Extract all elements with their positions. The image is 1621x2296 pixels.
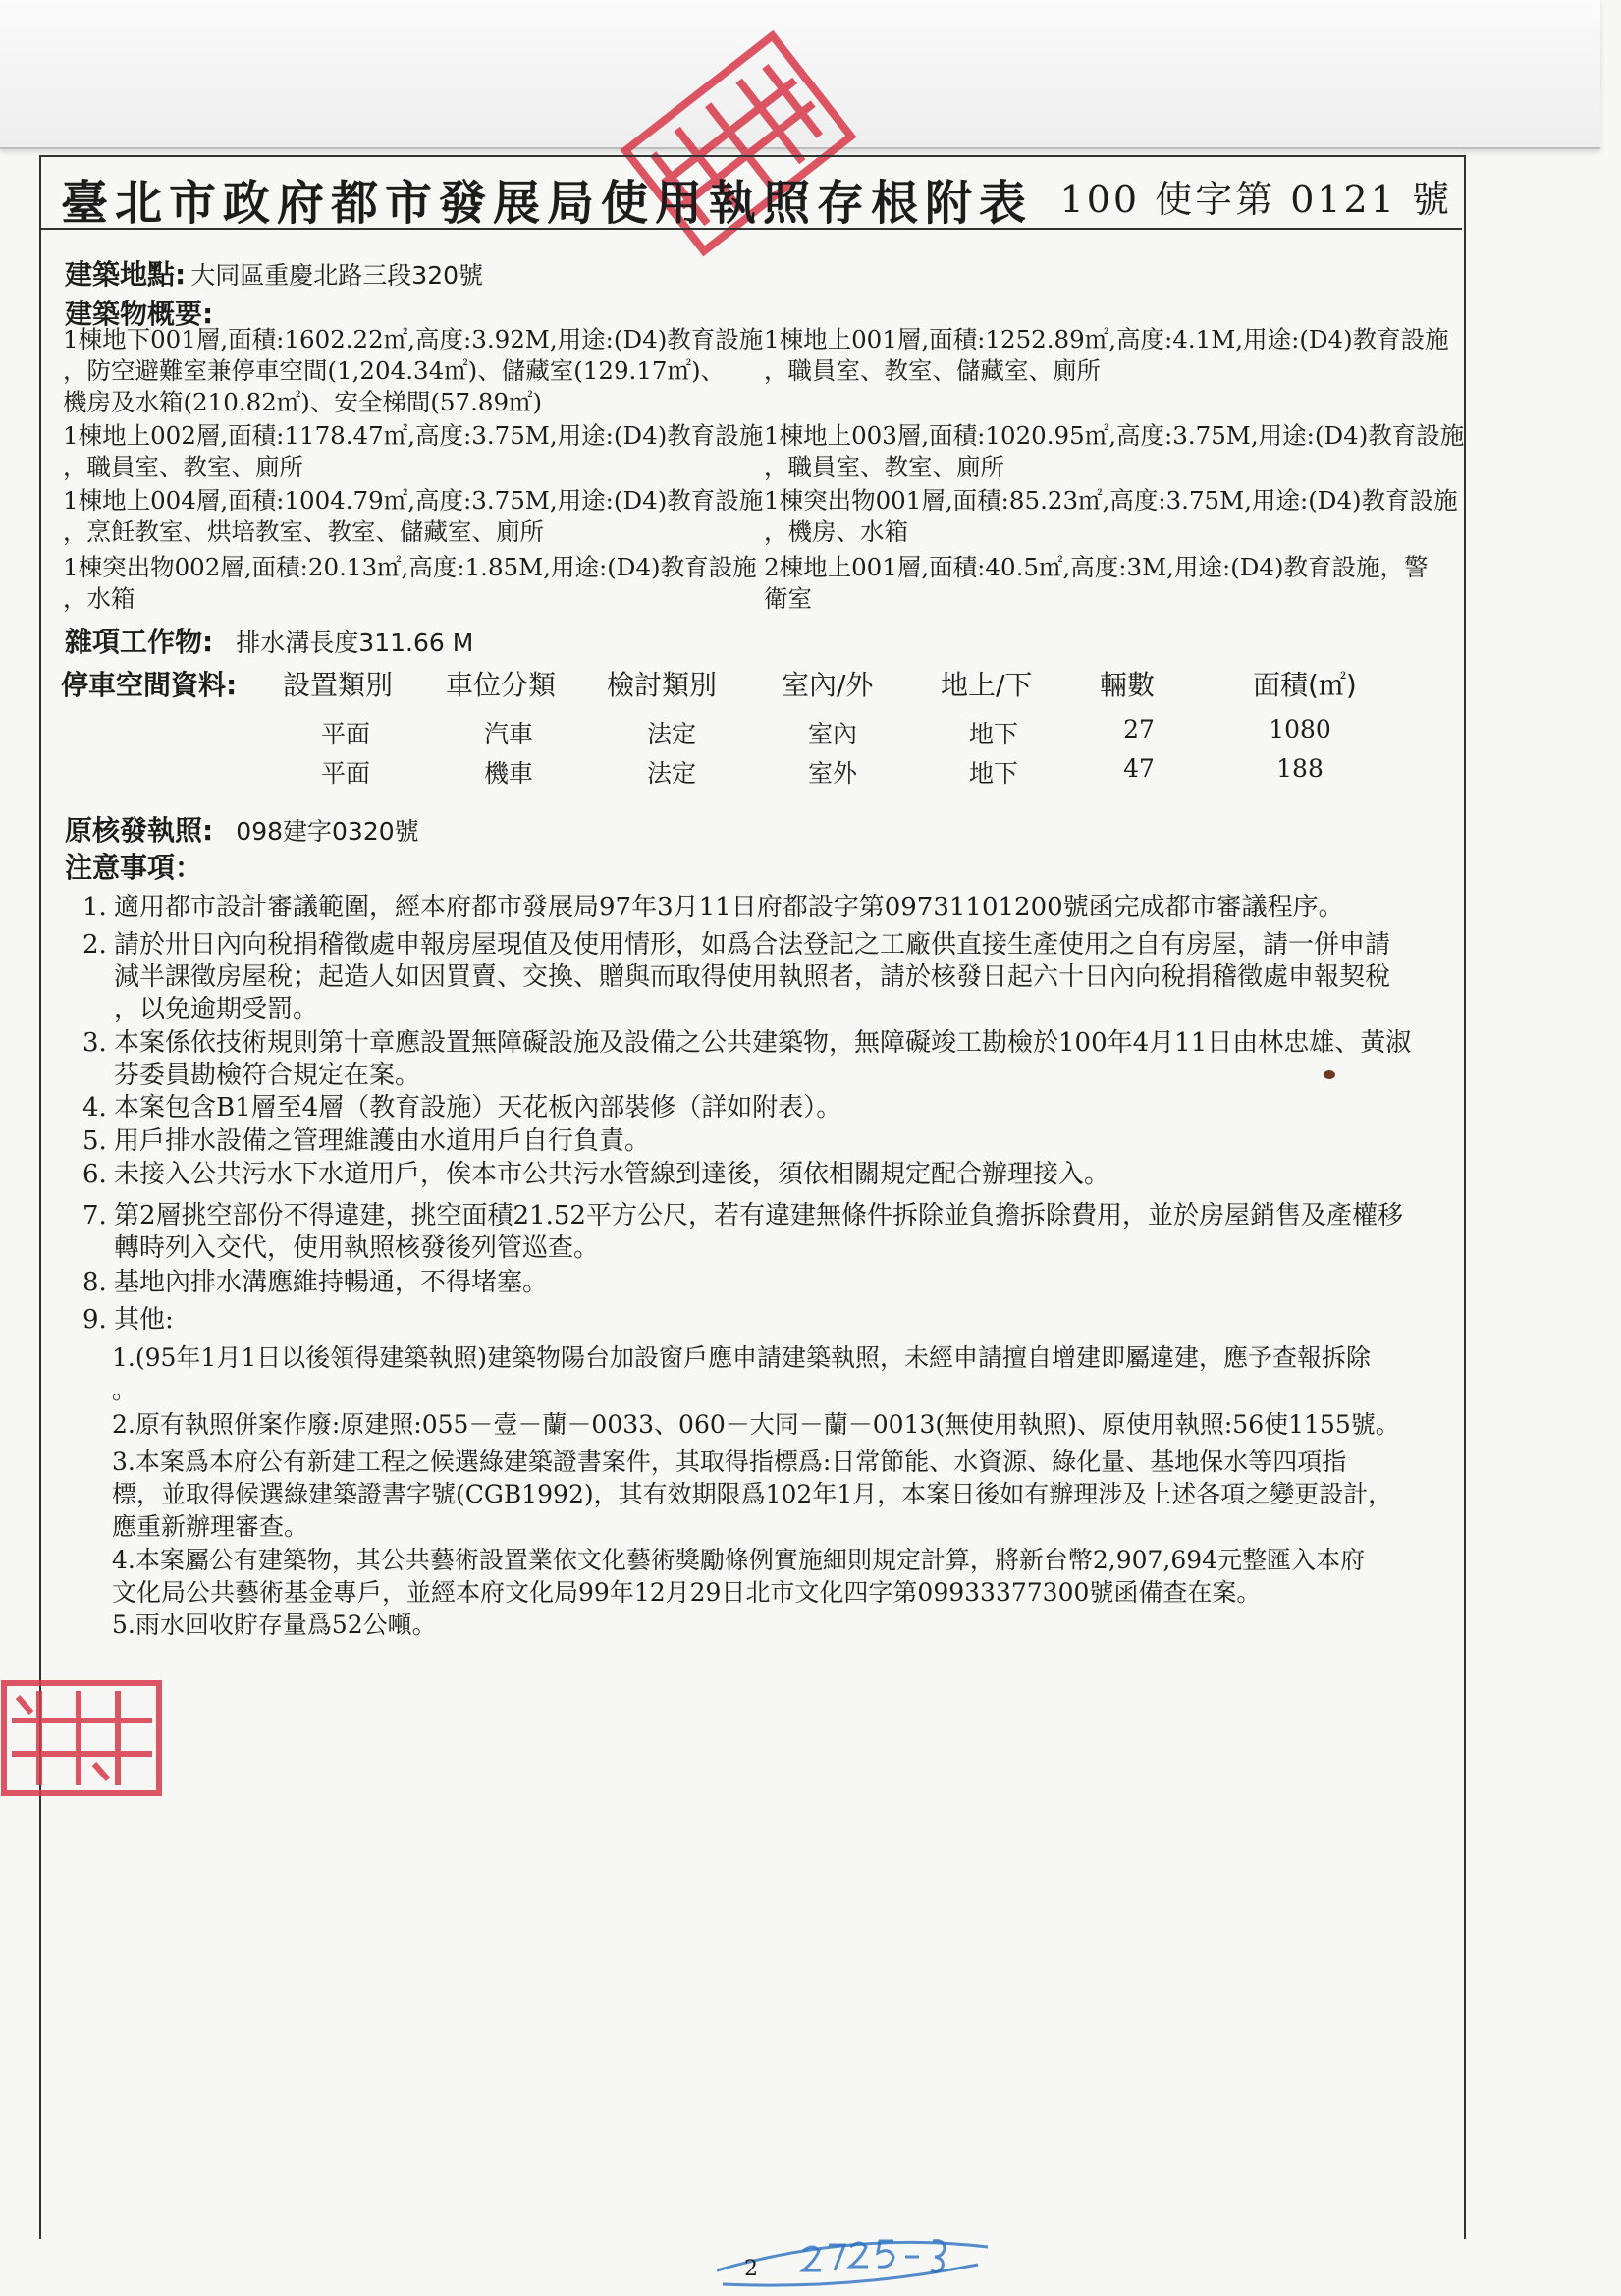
parking-header: 面積(㎡) [1253, 669, 1357, 701]
other-sub-item: 1.(95年1月1日以後領得建築執照)建築物陽台加設窗戶應申請建築執照，未經申請擅自增建即屬違建，應予查報拆除 。 [112, 1343, 1371, 1404]
note-number: 2. [82, 930, 107, 959]
overview-cell [764, 485, 1471, 548]
parking-cell: 188 [1276, 754, 1324, 783]
overview-line: 1棟地上001層,面積:1252.89㎡,高度:4.1M,用途:(D4)教育設施 [764, 325, 1449, 354]
parking-cell: 機車 [483, 759, 534, 788]
parking-header: 車位分類 [446, 669, 557, 701]
note-number: 9. [82, 1305, 107, 1335]
other-sub-item: 2.原有執照併案作廢:原建照:055－壹－蘭－0033、060－大同－蘭－0013(無使用執照)、原使用執照:56使1155號。 [112, 1410, 1400, 1439]
document-title: 臺北市政府都市發展局使用執照存根附表 [61, 176, 1034, 231]
parking-header: 輛數 [1100, 669, 1156, 701]
parking-cell: 地下 [968, 759, 1019, 788]
overview-line: ，職員室、教室、廁所 [63, 453, 303, 481]
other-sub-item: 4.本案屬公有建築物，其公共藝術設置業依文化藝術獎勵條例實施細則規定計算，將新台幣2,907,694元整匯入本府 文化局公共藝術基金專戶，並經本府文化局99年12月29日北市文化四字第09933377300號函備查在案。 [112, 1546, 1366, 1607]
title-row [39, 155, 1462, 230]
site-label: 建築地點: [65, 258, 187, 291]
overview-line: 1棟突出物002層,面積:20.13㎡,高度:1.85M,用途:(D4)教育設施 [63, 553, 757, 581]
overview-line: 衛室 [764, 584, 812, 613]
overview-cell [63, 420, 770, 483]
parking-cell: 平面 [320, 720, 371, 748]
note-text: 適用都市設計審議範圍，經本府都市發展局97年3月11日府都設字第09731101200號函完成都市審議程序。 [114, 893, 1344, 922]
parking-cell: 平面 [320, 759, 371, 788]
overview-line: 1棟突出物001層,面積:85.23㎡,高度:3.75M,用途:(D4)教育設施 [764, 486, 1458, 515]
overview-cell [63, 485, 770, 548]
overview-line: 1棟地上003層,面積:1020.95㎡,高度:3.75M,用途:(D4)教育設施 [764, 421, 1465, 450]
note-text: 其他: [114, 1305, 174, 1335]
parking-cell: 室內 [807, 720, 858, 748]
overview-cell [63, 552, 770, 615]
overview-line: 機房及水箱(210.82㎡)、安全梯間(57.89㎡) [63, 388, 543, 416]
note-text: 未接入公共污水下水道用戶，俟本市公共污水管線到達後，須依相關規定配合辦理接入。 [114, 1160, 1110, 1189]
note-number: 6. [82, 1160, 107, 1189]
note-text: 基地內排水溝應維持暢通，不得堵塞。 [114, 1268, 549, 1297]
overview-line: 1棟地上004層,面積:1004.79㎡,高度:3.75M,用途:(D4)教育設施 [63, 486, 764, 515]
site-line [65, 253, 483, 293]
note-text: 本案包含B1層至4層（教育設施）天花板內部裝修（詳如附表）。 [114, 1093, 842, 1122]
original-permit-value: 098建字0320號 [236, 817, 419, 846]
parking-cell: 1080 [1269, 715, 1331, 743]
overview-line: ，機房、水箱 [764, 518, 908, 546]
misc-works-line [65, 621, 473, 660]
parking-cell: 地下 [968, 720, 1019, 748]
original-permit-label: 原核發執照: [65, 814, 214, 847]
overview-cell [764, 552, 1471, 615]
original-permit-line [65, 809, 419, 848]
parking-cell: 法定 [646, 759, 697, 788]
notes-label: 注意事項： [65, 851, 203, 884]
other-sub-item: 5.雨水回收貯存量爲52公噸。 [112, 1611, 437, 1639]
site-value: 大同區重慶北路三段320號 [190, 261, 484, 290]
overview-line: 1棟地上002層,面積:1178.47㎡,高度:3.75M,用途:(D4)教育設施 [63, 421, 764, 450]
ink-spot [1324, 1070, 1335, 1079]
overview-line: ，防空避難室兼停車空間(1,204.34㎡)、儲藏室(129.17㎡)、 [63, 356, 726, 385]
parking-cell: 室外 [807, 759, 858, 788]
note-number: 3. [82, 1028, 107, 1058]
note-number: 4. [82, 1093, 107, 1122]
parking-cell: 47 [1123, 754, 1155, 783]
overview-line: 2棟地上001層,面積:40.5㎡,高度:3M,用途:(D4)教育設施，警 [764, 553, 1429, 581]
page-number: 2 [744, 2257, 758, 2281]
overview-label: 建築物概要: [65, 298, 214, 330]
parking-cell: 法定 [646, 720, 697, 748]
parking-header: 設置類別 [283, 669, 394, 701]
note-text: 第2層挑空部份不得違建，挑空面積21.52平方公尺，若有違建無條件拆除並負擔拆除費用，並於房屋銷售及產權移 轉時列入交代，使用執照核發後列管巡查。 [114, 1201, 1403, 1263]
overview-cell [764, 420, 1471, 483]
note-number: 1. [82, 893, 107, 922]
note-text: 請於卅日內向稅捐稽徵處申報房屋現值及使用情形，如爲合法登記之工廠供直接生產使用之自有房屋，請一併申請 減半課徵房屋稅；起造人如因買賣、交換、贈與而取得使用執照者，請於核發日起六十日內向稅捐稽徵處申報契稅 ，以免逾期受罰。 [114, 930, 1391, 1024]
parking-label: 停車空間資料: [61, 669, 238, 701]
parking-cell: 27 [1123, 715, 1155, 743]
parking-header: 檢討類別 [607, 669, 718, 701]
overview-cell [764, 324, 1471, 387]
note-text: 本案係依技術規則第十章應設置無障礙設施及設備之公共建築物，無障礙竣工勘檢於100年4月11日由林忠雄、黃淑 芬委員勘檢符合規定在案。 [114, 1028, 1412, 1090]
left-seal-stamp [0, 1677, 167, 1805]
overview-line: ，職員室、教室、儲藏室、廁所 [764, 356, 1101, 385]
overview-line: 1棟地下001層,面積:1602.22㎡,高度:3.92M,用途:(D4)教育設施 [63, 325, 764, 354]
overview-cell [63, 324, 770, 418]
parking-cell: 汽車 [483, 720, 534, 748]
note-number: 7. [82, 1201, 107, 1230]
permit-number: 100 使字第 0121 號 [1059, 178, 1452, 221]
parking-table [61, 664, 1416, 792]
note-number: 5. [82, 1126, 107, 1156]
note-number: 8. [82, 1268, 107, 1297]
parking-header: 室內/外 [782, 669, 874, 701]
other-sub-item: 3.本案爲本府公有新建工程之候選綠建築證書案件，其取得指標爲:日常節能、水資源、綠化量、基地保水等四項指 標，並取得候選綠建築證書字號(CGB1992)，其有效期限爲102年1月，本案日後如有辦理涉及上述各項之變更設計， 應重新辦理審查。 [112, 1448, 1393, 1541]
misc-works-label: 雜項工作物: [65, 626, 214, 658]
overview-line: ，職員室、教室、廁所 [764, 453, 1004, 481]
misc-works-value: 排水溝長度311.66 M [236, 629, 474, 657]
note-text: 用戶排水設備之管理維護由水道用戶自行負責。 [114, 1126, 651, 1156]
overview-line: ，水箱 [63, 584, 135, 613]
parking-header: 地上/下 [941, 669, 1033, 701]
overview-line: ，烹飪教室、烘培教室、教室、儲藏室、廁所 [63, 518, 544, 546]
